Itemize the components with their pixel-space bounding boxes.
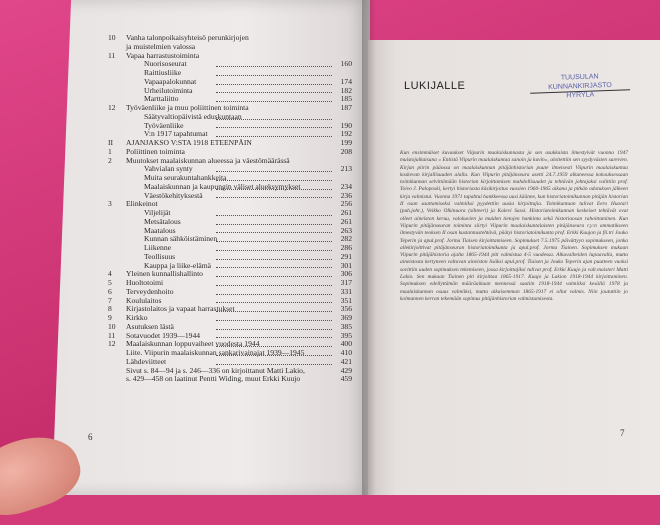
- toc-leader: [216, 355, 332, 356]
- toc-page-number: 187: [340, 103, 352, 112]
- toc-page-number: 400: [340, 339, 352, 349]
- toc-row: [86, 122, 358, 131]
- toc-title: Maalaiskunnan ja kaupungin väliset alueksymykset: [144, 181, 301, 191]
- toc-title: Yleinen kunnallishallinto: [126, 269, 203, 279]
- toc-number: 11: [108, 330, 116, 340]
- toc-leader: [216, 364, 332, 365]
- toc-page-number: 410: [340, 348, 352, 357]
- toc-title: Vanha talonpoikaisyhteisö perunkirjojen: [126, 33, 249, 42]
- toc-title: Teollisuus: [144, 251, 176, 261]
- toc-number: II: [108, 138, 114, 147]
- toc-title: Kirkko: [126, 313, 148, 322]
- toc-page-number: 369: [340, 313, 352, 322]
- toc-leader: [216, 311, 332, 312]
- toc-page-number: 306: [340, 269, 352, 279]
- toc-page-number: 160: [340, 59, 352, 69]
- toc-number: 7: [108, 295, 112, 305]
- toc-leader: [216, 119, 332, 120]
- toc-page-number: 208: [340, 146, 352, 156]
- toc-row: [86, 218, 358, 227]
- toc-number: 5: [108, 278, 112, 287]
- toc-leader: [216, 84, 332, 85]
- toc-title: V:n 1917 tapahtumat: [144, 129, 208, 139]
- toc-row: [86, 244, 358, 253]
- toc-leader: [216, 232, 332, 233]
- toc-title: Vapaa harrastustoiminta: [126, 50, 200, 60]
- toc-leader: [216, 276, 332, 277]
- toc-title: Metsätalous: [144, 216, 181, 226]
- toc-page-number: 286: [340, 243, 352, 252]
- toc-title: AJANJAKSO V:STA 1918 ETEENPÄIN: [126, 138, 252, 147]
- toc-title: Nuorisoseurat: [144, 59, 187, 69]
- preface-text: Kun ensimmäiset kuvaukset Viipurin maalaiskunnasta ja sen asukkaista ilmestyivät vuonna 1947 muistojulkaisuna » Entistä Viipurin maalaiskuntaa sanoin ja kuvin«, aloitettiin sen syydyvästen surevien. Kirjan piirin pääossa on maalaiskunnan pitäjänhistorian puute ilmeisesti Viipurin maalaiskuntaa koskevan kirjallisuuden alalla. Kun Viipurin pitäjänseura asetti 24.7.1959 alkaneessa kokouksessaan toimikunnan selvittämään historian kirjoittamisen mahdollisuudet ja tehtävän johtajaksi valittiin prof. Toivo J. Paloposki, kertyi historiasta käsikirjoitus vuosien 1960-1965 aikana ja pitkän odotuksen jälkeen kirja valmistui. Vuonna 1971 tapahtui hankkeessa uusi käänne, kun historiatoimikunnan pitäjän historian II osan saattamiseksi valmiiksi pyydettiin uusia kirjoittajia. Toimikuntaan tulivat Eero Huotari (puh.joht.), Veikko Olkinuora (sihteeri) ja Kalevi Sassi. Historiatoimikunnan keskeiset tehtävät ovat olleet aineiston keruu, valokuvien ja muiden tietojen hankinta sekä historiaosan rahoittaminen. Kun Viipurin pitäjänseuran toiminta siirtyi Viipurin maalaiskuntalaisten pitäjänseura r.y:n ammatikseen ilmestyvän teoksen II osan kustannustehtävä, päätyi historiatoimikunta prof. Erkki Kuujon ja fil.tri Jouko Teperin ja apul.prof. Jorma Tiaisen kirjoittamiseen. Sopimukset 7.5.1975 päivättyyn sopimukseen, jonka allekirjoittivat pitäjänseuran historiatoimikunta ja apul.prof. Jorma Tiainen. Sopimuksen mukaan Viipurin pitäjähistoria ajalta 1865-1944 piti valmistua 4-5 vuodessa. Alkuvaiheiden lupaavalla, mutta aineistosta kertyneen valtavan aineiston lisäksi apul.prof. Tiaisen ja Jouko Teperin ajan puutteen vuoksi sovittiin uuden sopimuksen tekemiseen, jossa kirjoittajiksi tulivat prof. Erkki Kuujo ja valt.maisteri Matti Lakio. Sen mukaan Tiainen piti kirjoittaa 1865-1917. Kuujo ja Lakion 1918-1944 kirjoittaminen. Sopimuksen edellyttämän määräaikaan mennessä saatiin 1918-1944 valmiiksi kesällä 1978 ja maalaiskunnan osuus valmiiksi, mutta aikaisemman 1865-1917 ei ollut valmis. Niin joututtiin jo kolmannen kerran tekemään sopimus pitäjänhistorian valmistumisesta.: [400, 150, 628, 302]
- toc-title: Maalaiskunnan loppuvaiheet vuodesta 1944: [126, 339, 260, 349]
- toc-number: 1: [108, 146, 112, 156]
- toc-leader: [216, 329, 332, 330]
- toc-number: 8: [108, 304, 112, 314]
- toc-page-number: 192: [340, 129, 352, 139]
- toc-leader: [216, 267, 332, 268]
- toc-page-number: 291: [340, 251, 352, 261]
- stamp-line: KUNNANKIRJASTO: [530, 81, 630, 94]
- toc-page-number: 317: [340, 278, 352, 287]
- left-page-number: 6: [88, 432, 93, 442]
- toc-page-number: 395: [340, 330, 352, 340]
- toc-title: Muita seurakuntahankkeita: [144, 173, 227, 182]
- toc-page-number: 263: [340, 225, 352, 235]
- toc-page-number: 236: [340, 190, 352, 200]
- toc-title: Kirjastolaitos ja vapaat harrastukset: [126, 304, 235, 314]
- toc-number: 12: [108, 339, 116, 349]
- toc-leader: [216, 215, 332, 216]
- toc-row: [86, 227, 358, 236]
- stamp-line: TUUSULAN: [560, 73, 599, 82]
- toc-title: s. 429—458 on laatinut Pentti Widing, muut Erkki Kuujo: [126, 374, 301, 384]
- toc-leader: [216, 302, 332, 303]
- toc-title: Kunnan sähköistäminen: [144, 234, 218, 244]
- toc-title: Säätyvaltiopäivistä eduskuntaan: [144, 111, 242, 121]
- toc-leader: [216, 337, 332, 338]
- toc-title: Asutuksen lästä: [126, 321, 174, 331]
- stamp-line: HYRYLÄ: [566, 91, 595, 100]
- toc-row: [86, 157, 358, 166]
- toc-row: [86, 375, 358, 384]
- toc-row: [86, 60, 358, 69]
- toc-title: Kauppa ja liike-elämä: [144, 260, 212, 270]
- toc-title: Terveydenhoito: [126, 286, 174, 296]
- toc-row: [86, 52, 358, 61]
- toc-title: Poliittinen toiminta: [126, 146, 185, 156]
- book-gutter: [362, 0, 376, 495]
- toc-title: Koululaitos: [126, 295, 162, 305]
- toc-title: Työväenliike ja muu poliittinen toiminta: [126, 103, 249, 112]
- toc-page-number: 199: [340, 138, 352, 147]
- toc-leader: [216, 259, 332, 260]
- toc-title: Muutokset maalaiskunnan alueessa ja väestömäärässä: [126, 155, 290, 165]
- toc-title: Työväenliike: [144, 120, 184, 130]
- toc-leader: [216, 66, 332, 67]
- toc-page-number: 213: [340, 164, 352, 174]
- toc-page-number: 282: [340, 234, 352, 244]
- toc-title: ja muistelmien valossa: [126, 41, 196, 51]
- toc-page-number: 234: [340, 181, 352, 191]
- toc-title: Liite. Viipurin maalaiskunnan sankarivainajat 1939—1945: [126, 348, 305, 357]
- toc-page-number: 185: [340, 94, 352, 104]
- toc-leader: [216, 346, 332, 347]
- toc-page-number: 256: [340, 199, 352, 209]
- toc-page-number: 429: [340, 365, 352, 375]
- toc-title: Urheilutoiminta: [144, 85, 193, 95]
- toc-leader: [216, 180, 332, 181]
- toc-leader: [216, 189, 332, 190]
- toc-number: 10: [108, 321, 116, 331]
- toc-leader: [216, 75, 332, 76]
- toc-row: [86, 183, 358, 192]
- toc-number: 9: [108, 313, 112, 322]
- toc-page-number: 301: [340, 260, 352, 270]
- toc-leader: [216, 136, 332, 137]
- toc-number: 12: [108, 103, 116, 112]
- toc-number: 10: [108, 33, 116, 42]
- toc-leader: [216, 285, 332, 286]
- toc-title: Marttaliitto: [144, 94, 179, 104]
- toc-page-number: 261: [340, 216, 352, 226]
- toc-leader: [216, 320, 332, 321]
- toc-number: 2: [108, 155, 112, 165]
- toc-number: 4: [108, 269, 112, 279]
- right-page-title: LUKIJALLE: [404, 80, 466, 92]
- toc-leader: [216, 92, 332, 93]
- toc-title: Sotavuodet 1939—1944: [126, 330, 201, 340]
- toc-row: [86, 113, 358, 122]
- toc-leader: [216, 197, 332, 198]
- toc-row: [86, 200, 358, 209]
- toc-title: Sivut s. 84—94 ja s. 246—336 on kirjoittanut Matti Lakio,: [126, 365, 305, 375]
- toc-title: Huoltotoimi: [126, 278, 164, 287]
- toc-row: [86, 87, 358, 96]
- toc-leader: [216, 171, 332, 172]
- library-stamp: [530, 72, 631, 102]
- toc-page-number: 421: [340, 356, 352, 366]
- toc-leader: [216, 241, 332, 242]
- toc-number: 3: [108, 199, 112, 209]
- toc-page-number: 351: [340, 295, 352, 305]
- toc-title: Väestökehityksestä: [144, 190, 203, 200]
- toc-title: Maatalous: [144, 225, 176, 235]
- toc-title: Lähdeviitteet: [126, 356, 167, 366]
- toc-row: [86, 69, 358, 78]
- toc-title: Vahvialan synty: [144, 164, 193, 174]
- toc-page-number: 174: [340, 76, 352, 86]
- toc-title: Liikenne: [144, 243, 171, 252]
- toc-row: [86, 235, 358, 244]
- toc-leader: [216, 127, 332, 128]
- toc-row: [86, 78, 358, 87]
- toc-leader: [216, 250, 332, 251]
- toc-page-number: 385: [340, 321, 352, 331]
- toc-number: 6: [108, 286, 112, 296]
- toc-page-number: 261: [340, 208, 352, 217]
- toc-leader: [216, 294, 332, 295]
- toc-row: [86, 253, 358, 262]
- toc-title: Vapaapalokunnat: [144, 76, 197, 86]
- right-page-number: 7: [620, 428, 625, 438]
- toc-page-number: 331: [340, 286, 352, 296]
- toc-number: 11: [108, 50, 116, 60]
- toc-page-number: 190: [340, 120, 352, 130]
- toc-leader: [216, 224, 332, 225]
- toc-leader: [216, 101, 332, 102]
- toc-title: Raittiusliike: [144, 68, 182, 77]
- toc-page-number: 356: [340, 304, 352, 314]
- toc-title: Viljelijät: [144, 208, 171, 217]
- toc-row: [86, 209, 358, 218]
- toc-page-number: 182: [340, 85, 352, 95]
- table-of-contents: [86, 34, 358, 384]
- toc-title: Elinkeinot: [126, 199, 158, 209]
- toc-page-number: 459: [340, 374, 352, 384]
